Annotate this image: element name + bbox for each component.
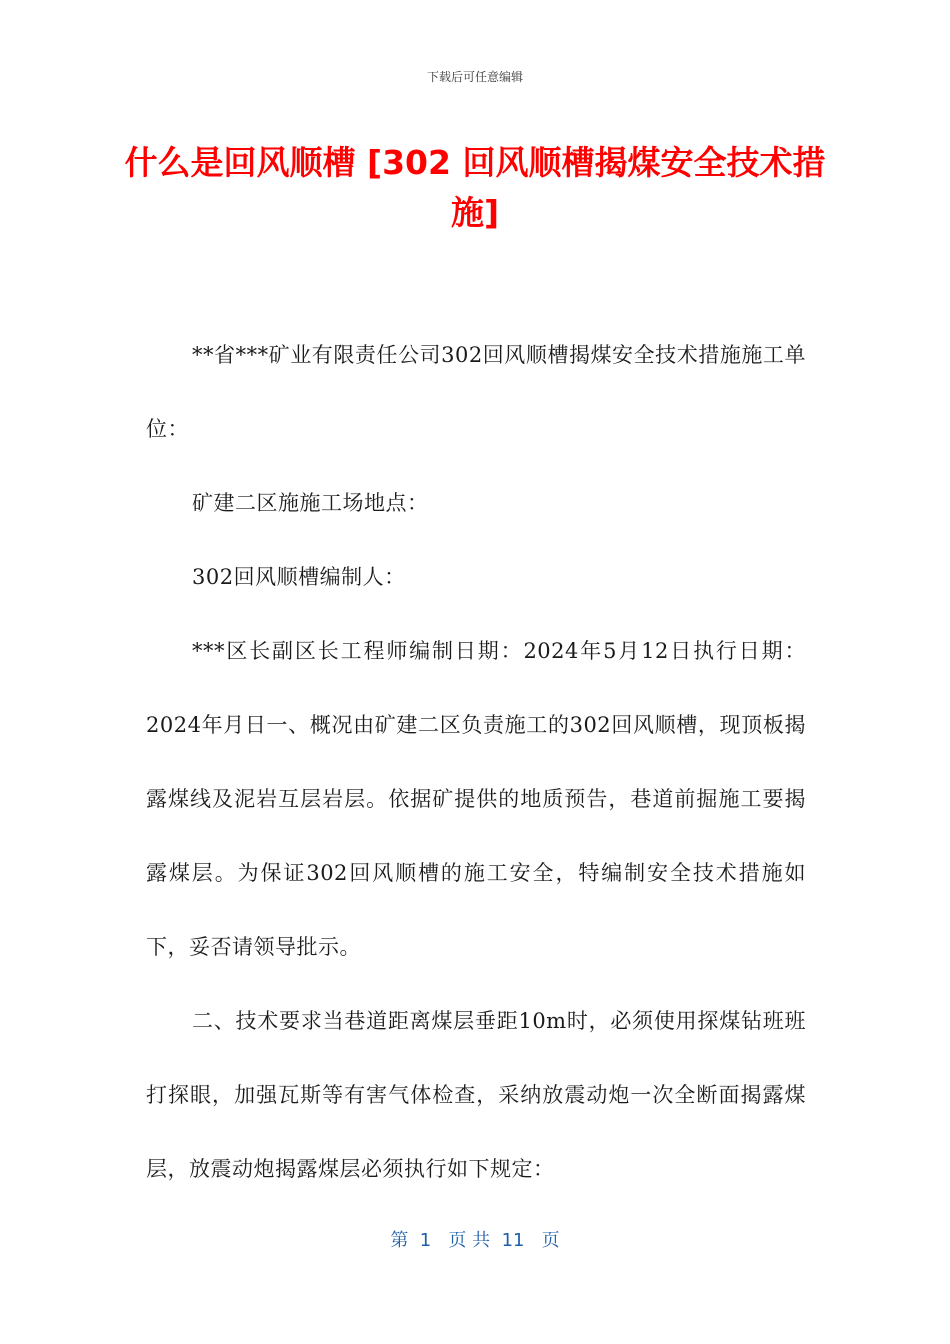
document-title: 什么是回风顺槽 [302 回风顺槽揭煤安全技术措施]: [124, 143, 826, 232]
page-header-note: 下载后可任意编辑: [426, 70, 523, 84]
paragraph-site: 矿建二区施施工场地点：: [192, 491, 429, 515]
paragraph-company-and-unit: **省***矿业有限责任公司302回风顺槽揭煤安全技术措施施工单位：: [146, 343, 806, 441]
paragraph-overview: ***区长副区长工程师编制日期：2024年5月12日执行日期：2024年月日一、概况由矿建二区负责施工的302回风顺槽，现顶板揭露煤线及泥岩互层岩层。依据矿提供的地质预告，巷道前掘施工要揭露煤层。为保证302回风顺槽的施工安全，特编制安全技术措施如下，妥否请领导批示。: [146, 639, 806, 959]
paragraph-author: 302回风顺槽编制人：: [192, 565, 406, 589]
paragraph-technical-requirements: 二、技术要求当巷道距离煤层垂距10m时，必须使用探煤钻班班打探眼，加强瓦斯等有害气体检查，采纳放震动炮一次全断面揭露煤层，放震动炮揭露煤层必须执行如下规定：: [146, 1009, 806, 1181]
document-body: [146, 318, 806, 1206]
page-number-footer: 第 1 页 共 11 页: [390, 1230, 560, 1251]
